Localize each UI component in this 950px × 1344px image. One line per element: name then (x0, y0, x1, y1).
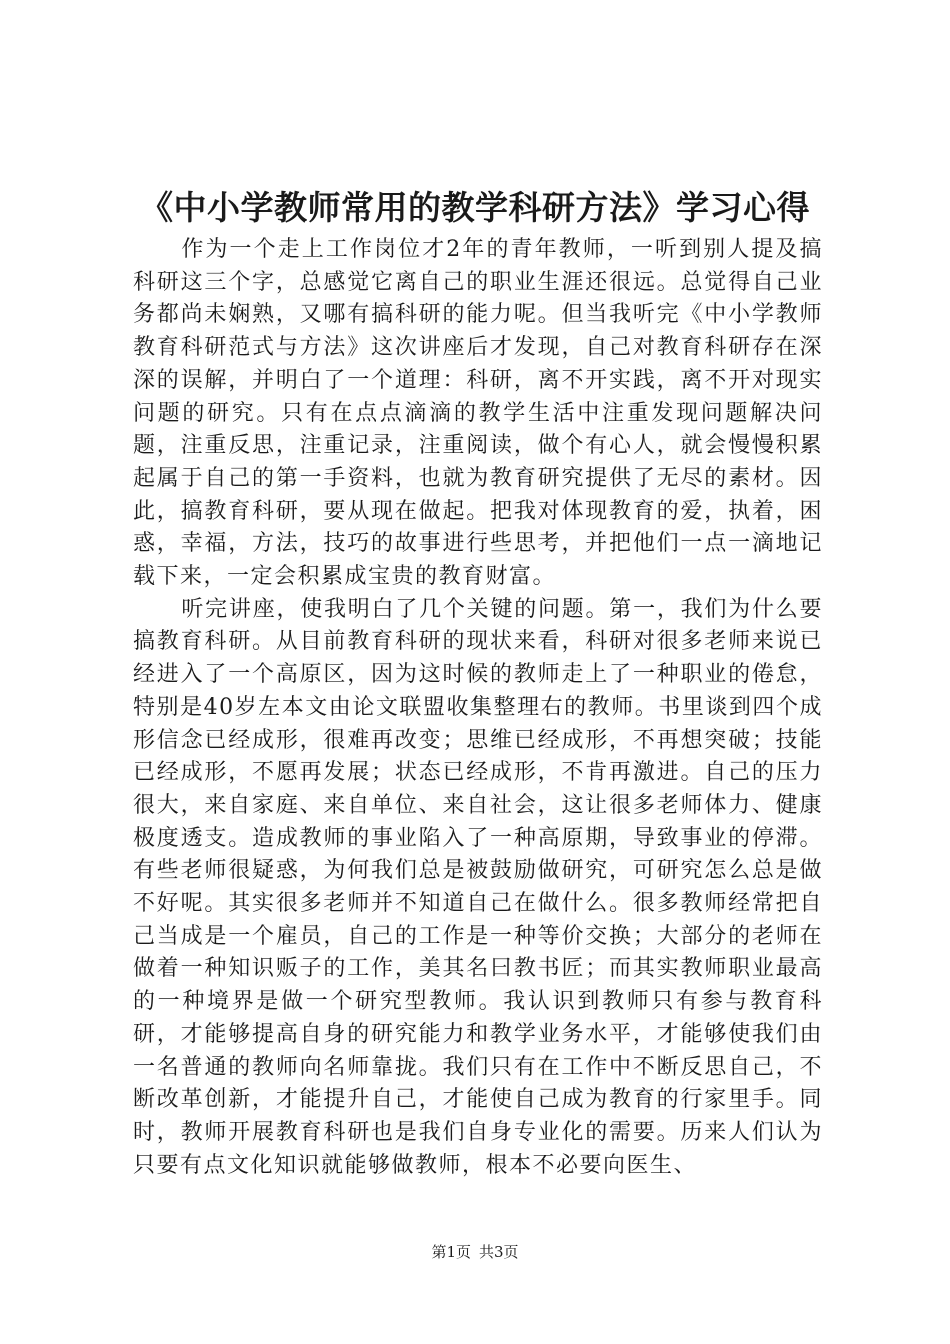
page-number: 第1页 (431, 1243, 471, 1261)
document-body (133, 234, 823, 1182)
page-footer (0, 1242, 950, 1262)
paragraph-1: 作为一个走上工作岗位才2年的青年教师，一听到别人提及搞科研这三个字，总感觉它离自己的职业生涯还很远。总觉得自己业务都尚未娴熟，又哪有搞科研的能力呢。但当我听完《中小学教师教育科研范式与方法》这次讲座后才发现，自己对教育科研存在深深的误解，并明白了一个道理：科研，离不开实践，离不开对现实问题的研究。只有在点点滴滴的教学生活中注重发现问题解决问题，注重反思，注重记录，注重阅读，做个有心人，就会慢慢积累起属于自己的第一手资料，也就为教育研究提供了无尽的素材。因此，搞教育科研，要从现在做起。把我对体现教育的爱，执着，困惑，幸福，方法，技巧的故事进行些思考，并把他们一点一滴地记载下来，一定会积累成宝贵的教育财富。 (133, 237, 823, 590)
paragraph-2: 听完讲座，使我明白了几个关键的问题。第一，我们为什么要搞教育科研。从目前教育科研的现状来看，科研对很多老师来说已经进入了一个高原区，因为这时候的教师走上了一种职业的倦怠，特别是40岁左本文由论文联盟收集整理右的教师。书里谈到四个成形信念已经成形，很难再改变；思维已经成形，不再想突破；技能已经成形，不愿再发展；状态已经成形，不肯再激进。自己的压力很大，来自家庭、来自单位、来自社会，这让很多老师体力、健康极度透支。造成教师的事业陷入了一种高原期，导致事业的停滞。有些老师很疑惑，为何我们总是被鼓励做研究，可研究怎么总是做不好呢。其实很多老师并不知道自己在做什么。很多教师经常把自己当成是一个雇员，自己的工作是一种等价交换；大部分的老师在做着一种知识贩子的工作，美其名曰教书匠；而其实教师职业最高的一种境界是做一个研究型教师。我认识到教师只有参与教育科研，才能够提高自身的研究能力和教学业务水平，才能够使我们由一名普通的教师向名师靠拢。我们只有在工作中不断反思自己，不断改革创新，才能提升自己，才能使自己成为教育的行家里手。同时，教师开展教育科研也是我们自身专业化的需要。历来人们认为只要有点文化知识就能够做教师，根本不必要向医生、 (133, 596, 823, 1178)
document-title: 《中小学教师常用的教学科研方法》学习心得 (140, 188, 810, 227)
page-count: 共3页 (479, 1243, 519, 1261)
